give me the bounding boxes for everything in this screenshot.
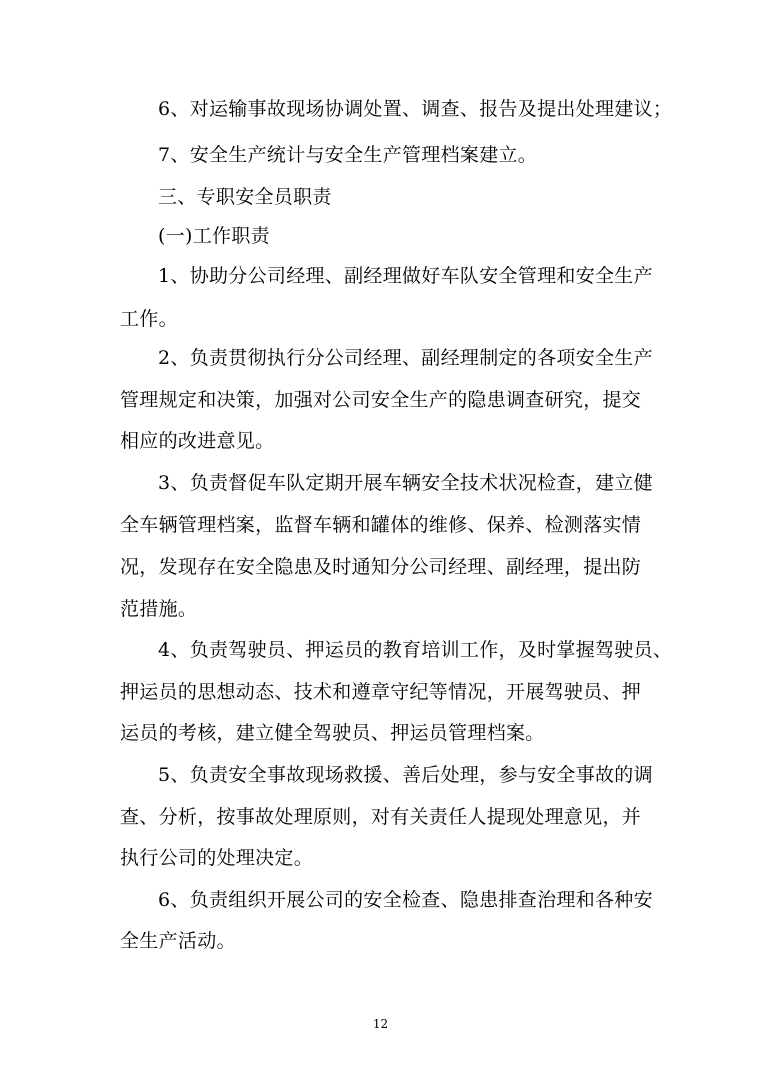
text-line: 5、负责安全事故现场救援、善后处理，参与安全事故的调 xyxy=(158,764,653,786)
text-line: 运员的考核，建立健全驾驶员、押运员管理档案。 xyxy=(120,722,545,744)
text-line: 查、分析，按事故处理原则，对有关责任人提现处理意见，并 xyxy=(120,806,642,828)
text-line: 全生产活动。 xyxy=(120,930,236,952)
text-line: 执行公司的处理决定。 xyxy=(120,847,314,869)
text-line: 6、对运输事故现场协调处置、调查、报告及提出处理建议； xyxy=(158,98,673,120)
text-line: 3、负责督促车队定期开展车辆安全技术状况检查，建立健 xyxy=(158,472,653,494)
text-line: 况，发现存在安全隐患及时通知分公司经理、副经理，提出防 xyxy=(120,556,642,578)
text-line: 押运员的思想动态、技术和遵章守纪等情况，开展驾驶员、押 xyxy=(120,681,642,703)
text-line: 6、负责组织开展公司的安全检查、隐患排查治理和各种安 xyxy=(158,889,653,911)
text-line: 1、协助分公司经理、副经理做好车队安全管理和安全生产 xyxy=(158,265,653,287)
text-line: 管理规定和决策，加强对公司安全生产的隐患调查研究，提交 xyxy=(120,389,642,411)
page-number: 12 xyxy=(372,1017,389,1031)
subsection-heading: (一)工作职责 xyxy=(158,225,270,247)
text-line: 2、负责贯彻执行分公司经理、副经理制定的各项安全生产 xyxy=(158,347,653,369)
section-heading: 三、专职安全员职责 xyxy=(158,186,332,208)
text-line: 全车辆管理档案，监督车辆和罐体的维修、保养、检测落实情 xyxy=(120,514,642,536)
text-line: 相应的改进意见。 xyxy=(120,430,275,452)
text-line: 工作。 xyxy=(120,308,178,330)
text-line: 7、安全生产统计与安全生产管理档案建立。 xyxy=(158,144,538,166)
text-line: 范措施。 xyxy=(120,598,198,620)
text-line: 4、负责驾驶员、押运员的教育培训工作，及时掌握驾驶员、 xyxy=(158,639,673,661)
